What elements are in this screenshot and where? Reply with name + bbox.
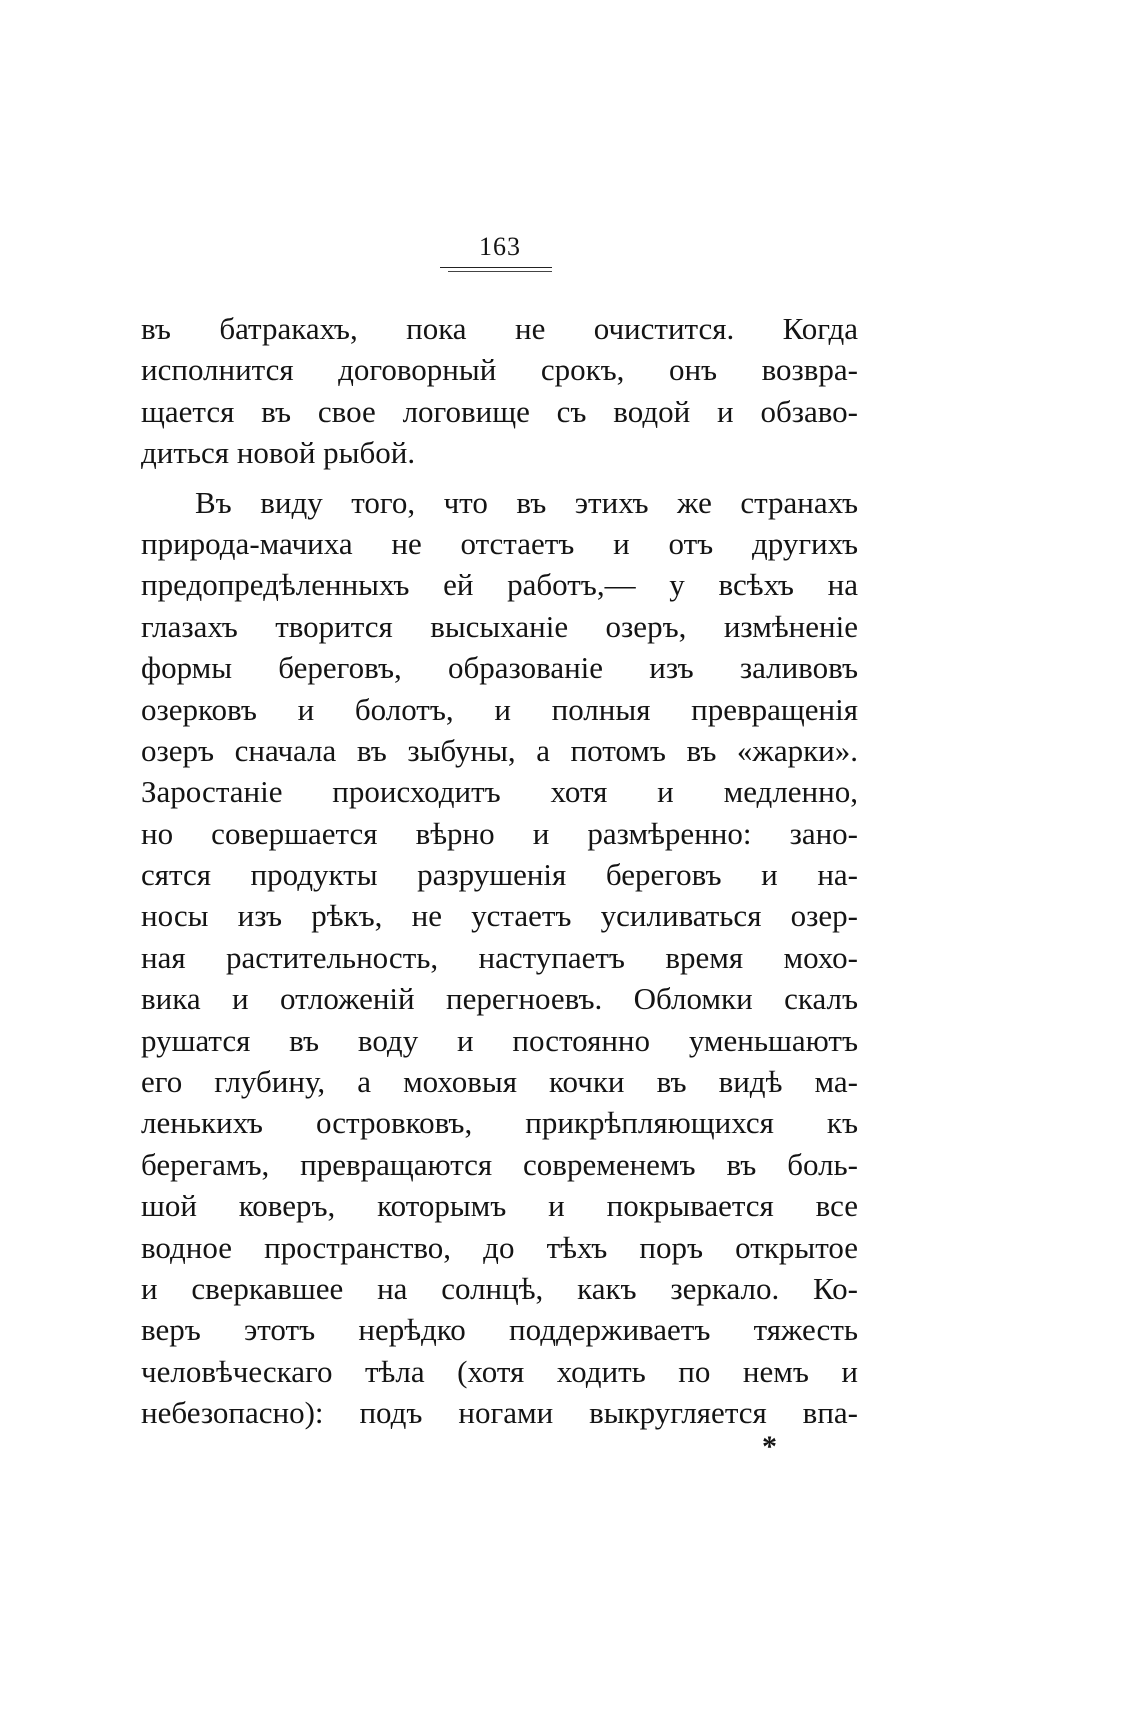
text-line: небезопасно): подъ ногами выкругляется впа- xyxy=(141,1395,858,1431)
text-line: и сверкавшее на солнцѣ, какъ зеркало. Ко- xyxy=(141,1270,858,1306)
text-line: ленькихъ островковъ, прикрѣпляющихся къ xyxy=(141,1105,858,1141)
text-line: рушатся въ воду и постоянно уменьшаютъ xyxy=(141,1022,858,1058)
text-line: ная растительность, наступаетъ время мохо- xyxy=(141,939,858,975)
text-line: Въ виду того, что въ этихъ же странахъ xyxy=(195,484,858,520)
text-line: берегамъ, превращаются современемъ въ боль- xyxy=(141,1146,858,1182)
text-line: Заростаніе происходитъ хотя и медленно, xyxy=(141,774,858,810)
text-line: озеръ сначала въ зыбуны, а потомъ въ «жарки». xyxy=(141,732,858,768)
page-number: 163 xyxy=(479,232,521,261)
text-line: его глубину, а моховыя кочки въ видѣ ма- xyxy=(141,1064,858,1100)
page-number-rule xyxy=(440,267,552,268)
text-line: веръ этотъ нерѣдко поддерживаетъ тяжесть xyxy=(141,1312,858,1348)
text-line: сятся продукты разрушенія береговъ и на- xyxy=(141,857,858,893)
paragraph-1 xyxy=(141,308,858,474)
text-line: щается въ свое логовище съ водой и обзаво- xyxy=(141,393,858,429)
text-line: глазахъ творится высыханіе озеръ, измѣненіе xyxy=(141,608,858,644)
text-line: диться новой рыбой. xyxy=(141,435,416,471)
text-line: вика и отложеній перегноевъ. Обломки скалъ xyxy=(141,981,858,1017)
text-line: человѣческаго тѣла (хотя ходить по немъ и xyxy=(141,1353,858,1389)
text-line: шой коверъ, которымъ и покрывается все xyxy=(141,1188,858,1224)
body-text xyxy=(141,308,858,1434)
text-line: носы изъ рѣкъ, не устаетъ усиливаться озер- xyxy=(141,898,858,934)
text-line: въ батракахъ, пока не очистится. Когда xyxy=(141,311,858,346)
text-line: предопредѣленныхъ ей работъ,— у всѣхъ на xyxy=(141,567,858,603)
text-line: водное пространство, до тѣхъ поръ открытое xyxy=(141,1229,858,1265)
text-line: формы береговъ, образованіе изъ заливовъ xyxy=(141,650,858,686)
signature-mark: * xyxy=(762,1430,777,1463)
text-line: природа-мачиха не отстаетъ и отъ другихъ xyxy=(141,525,858,561)
text-line: исполнится договорный срокъ, онъ возвра- xyxy=(141,352,858,388)
text-line: озерковъ и болотъ, и полныя превращенія xyxy=(141,691,858,727)
paragraph-2 xyxy=(141,482,858,1434)
text-line: но совершается вѣрно и размѣренно: зано- xyxy=(141,815,858,851)
page-number-rule-thin xyxy=(448,271,552,272)
